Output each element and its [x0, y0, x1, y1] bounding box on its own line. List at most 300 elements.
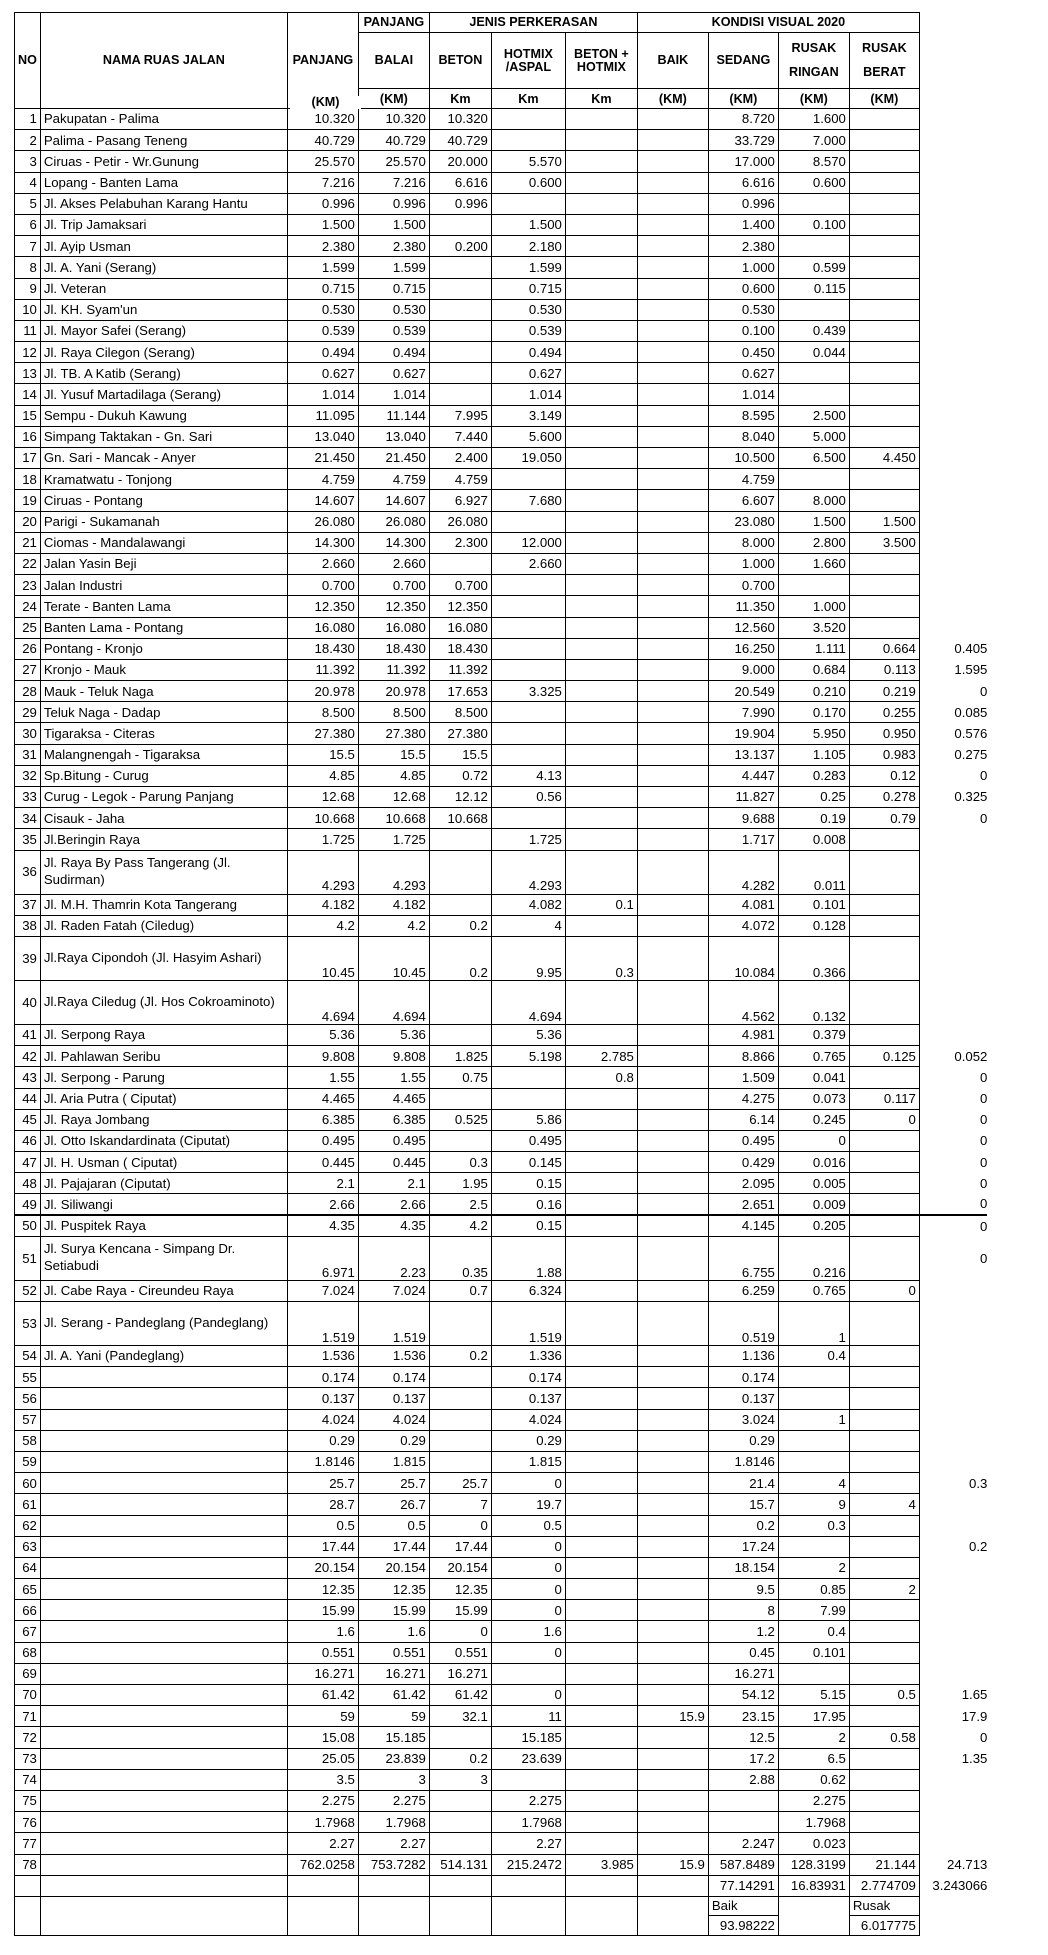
cell-baik — [637, 575, 708, 596]
cell-extra: 0 — [980, 1154, 988, 1170]
cell-panjang-balai: 16.271 — [358, 1663, 429, 1684]
cell-baik — [637, 936, 708, 980]
cell-rusak-ringan: 0.3 — [778, 1515, 849, 1536]
cell-sedang: 16.271 — [708, 1663, 778, 1684]
cell-extra — [919, 596, 987, 617]
table-row — [15, 894, 988, 915]
cell-baik — [637, 1790, 708, 1811]
table-row — [15, 787, 988, 808]
cell-no: 34 — [15, 808, 41, 829]
cell-rusak-ringan — [778, 1451, 849, 1472]
cell-extra: 24.713 — [947, 1856, 988, 1872]
cell-sedang: 6.755 — [708, 1236, 778, 1280]
cell-panjang: 17.44 — [287, 1536, 358, 1557]
cell-rusak-ringan: 0.073 — [778, 1088, 849, 1109]
cell-beton — [429, 257, 491, 278]
cell-hotmix: 2.27 — [491, 1833, 565, 1854]
cell-extra — [919, 980, 987, 1024]
cell-panjang-balai: 0.530 — [358, 299, 429, 320]
cell-panjang: 15.08 — [287, 1727, 358, 1748]
cell-hotmix: 4.13 — [491, 765, 565, 786]
cell-beton — [429, 1088, 491, 1109]
cell-panjang-balai: 1.6 — [358, 1621, 429, 1642]
cell-no: 77 — [15, 1833, 41, 1854]
cell-panjang: 15.5 — [287, 744, 358, 765]
cell-hotmix: 1.6 — [491, 1621, 565, 1642]
cell-sedang: 4.145 — [708, 1215, 778, 1236]
cell-nama: Jl. Trip Jamaksari — [40, 214, 287, 235]
cell-panjang-balai: 17.44 — [358, 1536, 429, 1557]
cell-no: 56 — [15, 1388, 41, 1409]
cell-rusak-ringan: 0.25 — [778, 787, 849, 808]
cell-sedang: 9.688 — [708, 808, 778, 829]
cell-beton-hotmix — [565, 363, 637, 384]
cell-nama — [40, 1473, 287, 1494]
cell-hotmix: 19.050 — [491, 448, 565, 469]
cell-baik — [637, 1473, 708, 1494]
cell-panjang: 9.808 — [287, 1046, 358, 1067]
cell-baik — [637, 1152, 708, 1173]
header-hotmix — [491, 33, 565, 89]
cell-rusak-ringan — [778, 1536, 849, 1557]
cell-panjang: 2.1 — [287, 1173, 358, 1194]
cell-extra: 0 — [980, 1196, 988, 1212]
table-row — [15, 342, 988, 363]
cell-extra — [919, 1769, 987, 1790]
cell-rusak-berat: 2 — [849, 1579, 919, 1600]
cell-beton: 12.12 — [429, 787, 491, 808]
cell-beton-hotmix — [565, 193, 637, 214]
cell-panjang: 0.627 — [287, 363, 358, 384]
cell-nama: Jl. Siliwangi — [40, 1194, 287, 1215]
cell-panjang: 16.271 — [287, 1663, 358, 1684]
cell-panjang: 6.385 — [287, 1109, 358, 1130]
table-row — [15, 172, 988, 193]
cell-no: 41 — [15, 1024, 41, 1045]
header-hotmix-line2: /ASPAL — [505, 59, 552, 74]
cell-baik — [637, 405, 708, 426]
cell-nama: Kronjo - Mauk — [40, 659, 287, 680]
cell-beton: 18.430 — [429, 638, 491, 659]
cell-rusak-berat: 0.79 — [849, 808, 919, 829]
header-nama: NAMA RUAS JALAN — [40, 13, 287, 109]
cell-hotmix: 1.88 — [491, 1236, 565, 1280]
cell-no: 49 — [15, 1194, 41, 1215]
cell-sedang: 54.12 — [708, 1685, 778, 1706]
cell-rusak-ringan: 0.016 — [778, 1152, 849, 1173]
cell-beton: 0.200 — [429, 236, 491, 257]
cell-beton-hotmix — [565, 278, 637, 299]
cell-rusak-berat — [849, 1302, 919, 1346]
cell-hotmix: 0.15 — [491, 1215, 565, 1236]
cell-beton: 3 — [429, 1769, 491, 1790]
summary-empty-cell — [40, 1875, 287, 1896]
summary-empty-cell — [429, 1896, 491, 1935]
cell-beton-hotmix — [565, 426, 637, 447]
cell-hotmix: 0 — [491, 1579, 565, 1600]
cell-rusak-ringan: 0.379 — [778, 1024, 849, 1045]
cell-hotmix — [491, 1663, 565, 1684]
cell-beton: 6.616 — [429, 172, 491, 193]
cell-extra: 0 — [980, 1175, 988, 1191]
cell-beton — [429, 1409, 491, 1430]
cell-rusak-ringan: 0.205 — [778, 1215, 849, 1236]
table-row — [15, 257, 988, 278]
table-row — [15, 1236, 988, 1280]
cell-beton: 0.996 — [429, 193, 491, 214]
cell-no: 33 — [15, 787, 41, 808]
cell-sedang: 0.429 — [708, 1152, 778, 1173]
cell-panjang: 0.445 — [287, 1152, 358, 1173]
cell-beton-hotmix — [565, 320, 637, 341]
cell-rusak-berat — [849, 617, 919, 638]
summary-empty-cell — [637, 1875, 708, 1896]
cell-beton-hotmix — [565, 384, 637, 405]
cell-panjang: 20.154 — [287, 1557, 358, 1578]
cell-baik — [637, 342, 708, 363]
cell-panjang-balai: 20.978 — [358, 681, 429, 702]
cell-extra: 0 — [980, 1729, 988, 1745]
cell-beton: 1.825 — [429, 1046, 491, 1067]
cell-nama — [40, 1706, 287, 1727]
cell-hotmix: 0.5 — [491, 1515, 565, 1536]
cell-baik — [637, 617, 708, 638]
table-row — [15, 617, 988, 638]
cell-rusak-ringan: 0.245 — [778, 1109, 849, 1130]
table-row — [15, 1812, 988, 1833]
table-row — [15, 1130, 988, 1151]
cell-hotmix — [491, 109, 565, 130]
cell-hotmix: 19.7 — [491, 1494, 565, 1515]
cell-no: 55 — [15, 1367, 41, 1388]
cell-beton: 26.080 — [429, 511, 491, 532]
cell-baik — [637, 1515, 708, 1536]
cell-beton: 0 — [429, 1515, 491, 1536]
cell-beton-hotmix — [565, 1024, 637, 1045]
cell-beton-hotmix — [565, 915, 637, 936]
cell-rusak-berat: 0.58 — [849, 1727, 919, 1748]
cell-baik — [637, 1109, 708, 1130]
cell-baik — [637, 808, 708, 829]
cell-beton-hotmix — [565, 787, 637, 808]
cell-beton-hotmix: 0.3 — [565, 936, 637, 980]
cell-rusak-ringan — [778, 384, 849, 405]
cell-panjang-balai: 4.759 — [358, 469, 429, 490]
table-row — [15, 1173, 988, 1194]
cell-no: 67 — [15, 1621, 41, 1642]
cell-panjang-balai: 4.465 — [358, 1088, 429, 1109]
cell-beton-hotmix: 2.785 — [565, 1046, 637, 1067]
cell-beton: 7.995 — [429, 405, 491, 426]
cell-baik — [637, 894, 708, 915]
summary-empty-cell — [15, 1896, 41, 1935]
cell-rusak-ringan: 0.011 — [778, 850, 849, 894]
summary-total-row — [15, 1896, 988, 1935]
cell-beton-hotmix — [565, 1812, 637, 1833]
cell-panjang: 59 — [287, 1706, 358, 1727]
cell-sedang: 0.700 — [708, 575, 778, 596]
cell-hotmix: 1.500 — [491, 214, 565, 235]
cell-hotmix — [491, 596, 565, 617]
cell-beton-hotmix — [565, 172, 637, 193]
cell-hotmix: 1.815 — [491, 1451, 565, 1472]
cell-beton: 0.2 — [429, 936, 491, 980]
cell-extra: 0 — [980, 810, 988, 826]
cell-beton-hotmix — [565, 681, 637, 702]
cell-sedang: 12.5 — [708, 1727, 778, 1748]
cell-hotmix: 1.599 — [491, 257, 565, 278]
table-row — [15, 980, 988, 1024]
cell-beton-hotmix — [565, 130, 637, 151]
cell-hotmix — [491, 638, 565, 659]
cell-rusak-berat — [849, 1346, 919, 1367]
cell-sedang: 0.45 — [708, 1642, 778, 1663]
summary-baik-cell — [708, 1896, 778, 1935]
cell-sedang: 1.000 — [708, 553, 778, 574]
cell-beton-hotmix — [565, 1642, 637, 1663]
cell-beton: 2.300 — [429, 532, 491, 553]
cell-no: 52 — [15, 1280, 41, 1301]
cell-beton — [429, 1833, 491, 1854]
cell-hotmix: 1.7968 — [491, 1812, 565, 1833]
cell-sedang: 4.081 — [708, 894, 778, 915]
cell-rusak-berat — [849, 575, 919, 596]
cell-beton: 61.42 — [429, 1685, 491, 1706]
cell-beton: 25.7 — [429, 1473, 491, 1494]
cell-no: 47 — [15, 1152, 41, 1173]
cell-panjang-balai: 4.293 — [358, 850, 429, 894]
cell-panjang-balai: 1.55 — [358, 1067, 429, 1088]
cell-panjang: 25.05 — [287, 1748, 358, 1769]
cell-panjang-balai: 18.430 — [358, 638, 429, 659]
cell-nama: Pontang - Kronjo — [40, 638, 287, 659]
cell-beton-hotmix — [565, 214, 637, 235]
cell-baik — [637, 1579, 708, 1600]
cell-baik — [637, 702, 708, 723]
cell-hotmix — [491, 702, 565, 723]
cell-beton-hotmix — [565, 511, 637, 532]
cell-hotmix: 0.16 — [491, 1194, 565, 1215]
header-baik: BAIK — [637, 33, 708, 89]
cell-baik — [637, 109, 708, 130]
cell-beton: 0.75 — [429, 1067, 491, 1088]
cell-panjang-balai: 26.7 — [358, 1494, 429, 1515]
table-row — [15, 1388, 988, 1409]
cell-baik — [637, 299, 708, 320]
cell-no: 65 — [15, 1579, 41, 1600]
cell-nama: Jl. Aria Putra ( Ciputat) — [40, 1088, 287, 1109]
cell-sedang: 0.137 — [708, 1388, 778, 1409]
cell-no: 66 — [15, 1600, 41, 1621]
cell-extra: 17.9 — [961, 1708, 988, 1724]
unit-rusak-ringan: (KM) — [778, 89, 849, 109]
cell-no: 24 — [15, 596, 41, 617]
cell-no: 71 — [15, 1706, 41, 1727]
header-beton: BETON — [429, 33, 491, 89]
cell-beton-hotmix — [565, 1557, 637, 1578]
cell-beton: 20.000 — [429, 151, 491, 172]
cell-baik — [637, 829, 708, 850]
cell-baik — [637, 1367, 708, 1388]
cell-extra — [919, 172, 987, 193]
cell-rusak-berat — [849, 1706, 919, 1727]
cell-extra — [919, 1790, 987, 1811]
cell-panjang-balai: 4.024 — [358, 1409, 429, 1430]
cell-rusak-ringan: 9 — [778, 1494, 849, 1515]
cell-rusak-ringan: 7.99 — [778, 1600, 849, 1621]
cell-panjang: 4.293 — [287, 850, 358, 894]
cell-hotmix: 0.600 — [491, 172, 565, 193]
cell-panjang-balai: 2.275 — [358, 1790, 429, 1811]
cell-panjang: 10.320 — [287, 109, 358, 130]
cell-nama: Jl. TB. A Katib (Serang) — [40, 363, 287, 384]
cell-panjang-balai: 23.839 — [358, 1748, 429, 1769]
cell-sedang: 0.530 — [708, 299, 778, 320]
cell-baik — [637, 744, 708, 765]
cell-beton-hotmix — [565, 1194, 637, 1215]
cell-sedang: 0.174 — [708, 1367, 778, 1388]
cell-rusak-berat — [849, 130, 919, 151]
cell-extra — [919, 1621, 987, 1642]
cell-extra — [919, 405, 987, 426]
cell-rusak-berat: 0.219 — [849, 681, 919, 702]
cell-baik — [637, 1046, 708, 1067]
cell-hotmix: 11 — [491, 1706, 565, 1727]
cell-rusak-berat — [849, 596, 919, 617]
cell-sedang: 3.024 — [708, 1409, 778, 1430]
cell-hotmix — [491, 1769, 565, 1790]
summary-empty-cell — [287, 1896, 358, 1935]
cell-sedang — [708, 1812, 778, 1833]
cell-no: 9 — [15, 278, 41, 299]
cell-beton-hotmix — [565, 1600, 637, 1621]
cell-extra — [919, 1346, 987, 1367]
table-row — [15, 320, 988, 341]
cell-rusak-berat — [849, 320, 919, 341]
summary-empty-cell — [637, 1896, 708, 1935]
cell-rusak-berat — [849, 1600, 919, 1621]
summary-empty-cell — [565, 1896, 637, 1935]
cell-baik — [637, 1194, 708, 1215]
cell-nama: Terate - Banten Lama — [40, 596, 287, 617]
cell-beton: 12.350 — [429, 596, 491, 617]
cell-rusak-ringan: 0.599 — [778, 257, 849, 278]
cell-beton-hotmix — [565, 1579, 637, 1600]
cell-extra — [919, 1367, 987, 1388]
cell-nama: Jalan Yasin Beji — [40, 553, 287, 574]
cell-baik — [637, 193, 708, 214]
cell-beton-hotmix — [565, 1515, 637, 1536]
cell-sedang: 6.607 — [708, 490, 778, 511]
cell-rusak-berat: 4.450 — [849, 448, 919, 469]
cell-panjang: 1.7968 — [287, 1812, 358, 1833]
cell-baik — [637, 915, 708, 936]
cell-extra — [919, 575, 987, 596]
cell-panjang-balai: 753.7282 — [358, 1854, 429, 1875]
table-row — [15, 151, 988, 172]
cell-no: 23 — [15, 575, 41, 596]
cell-baik — [637, 1769, 708, 1790]
cell-beton-hotmix — [565, 1302, 637, 1346]
cell-panjang: 12.35 — [287, 1579, 358, 1600]
cell-beton-hotmix — [565, 1367, 637, 1388]
unit-hotmix: Km — [491, 89, 565, 109]
cell-beton: 20.154 — [429, 1557, 491, 1578]
cell-rusak-ringan: 5.000 — [778, 426, 849, 447]
cell-rusak-ringan: 0.128 — [778, 915, 849, 936]
cell-rusak-ringan: 0.4 — [778, 1621, 849, 1642]
cell-no: 69 — [15, 1663, 41, 1684]
cell-rusak-berat — [849, 193, 919, 214]
cell-beton-hotmix — [565, 448, 637, 469]
cell-hotmix: 12.000 — [491, 532, 565, 553]
cell-beton — [429, 342, 491, 363]
cell-baik — [637, 638, 708, 659]
table-row — [15, 426, 988, 447]
cell-panjang: 25.570 — [287, 151, 358, 172]
cell-rusak-ringan: 1.000 — [778, 596, 849, 617]
cell-nama — [40, 1812, 287, 1833]
cell-sedang: 10.500 — [708, 448, 778, 469]
cell-panjang: 12.68 — [287, 787, 358, 808]
cell-extra — [919, 151, 987, 172]
cell-panjang-balai: 0.996 — [358, 193, 429, 214]
table-row — [15, 1280, 988, 1301]
cell-extra — [919, 1024, 987, 1045]
header-beton-hotmix-line2: HOTMIX — [576, 59, 626, 74]
cell-beton — [429, 214, 491, 235]
cell-beton: 4.2 — [429, 1215, 491, 1236]
cell-rusak-berat — [849, 1430, 919, 1451]
cell-beton: 2.400 — [429, 448, 491, 469]
cell-rusak-berat: 21.144 — [849, 1854, 919, 1875]
cell-rusak-ringan: 0.366 — [778, 936, 849, 980]
cell-rusak-ringan: 8.570 — [778, 151, 849, 172]
cell-rusak-berat: 0.278 — [849, 787, 919, 808]
cell-beton-hotmix — [565, 1727, 637, 1748]
cell-sedang: 8 — [708, 1600, 778, 1621]
cell-beton-hotmix — [565, 342, 637, 363]
cell-hotmix: 5.600 — [491, 426, 565, 447]
cell-panjang-balai: 59 — [358, 1706, 429, 1727]
cell-panjang-balai: 2.23 — [358, 1236, 429, 1280]
cell-beton-hotmix — [565, 1088, 637, 1109]
table-row — [15, 236, 988, 257]
cell-extra — [919, 426, 987, 447]
cell-nama — [40, 1451, 287, 1472]
cell-baik — [637, 659, 708, 680]
cell-sedang: 15.7 — [708, 1494, 778, 1515]
cell-rusak-berat — [849, 829, 919, 850]
cell-sedang: 1.509 — [708, 1067, 778, 1088]
table-row — [15, 1557, 988, 1578]
table-row — [15, 596, 988, 617]
cell-panjang-balai: 9.808 — [358, 1046, 429, 1067]
cell-hotmix: 0 — [491, 1685, 565, 1706]
cell-sedang: 0.450 — [708, 342, 778, 363]
summary-empty-cell — [358, 1875, 429, 1896]
summary-empty-cell — [565, 1875, 637, 1896]
cell-nama: Jl. Otto Iskandardinata (Ciputat) — [40, 1130, 287, 1151]
cell-hotmix — [491, 1088, 565, 1109]
cell-panjang-balai: 15.185 — [358, 1727, 429, 1748]
cell-panjang-balai: 21.450 — [358, 448, 429, 469]
cell-extra — [919, 850, 987, 894]
cell-extra — [919, 1833, 987, 1854]
cell-rusak-ringan: 2.500 — [778, 405, 849, 426]
cell-hotmix: 3.149 — [491, 405, 565, 426]
cell-nama: Jl. Veteran — [40, 278, 287, 299]
